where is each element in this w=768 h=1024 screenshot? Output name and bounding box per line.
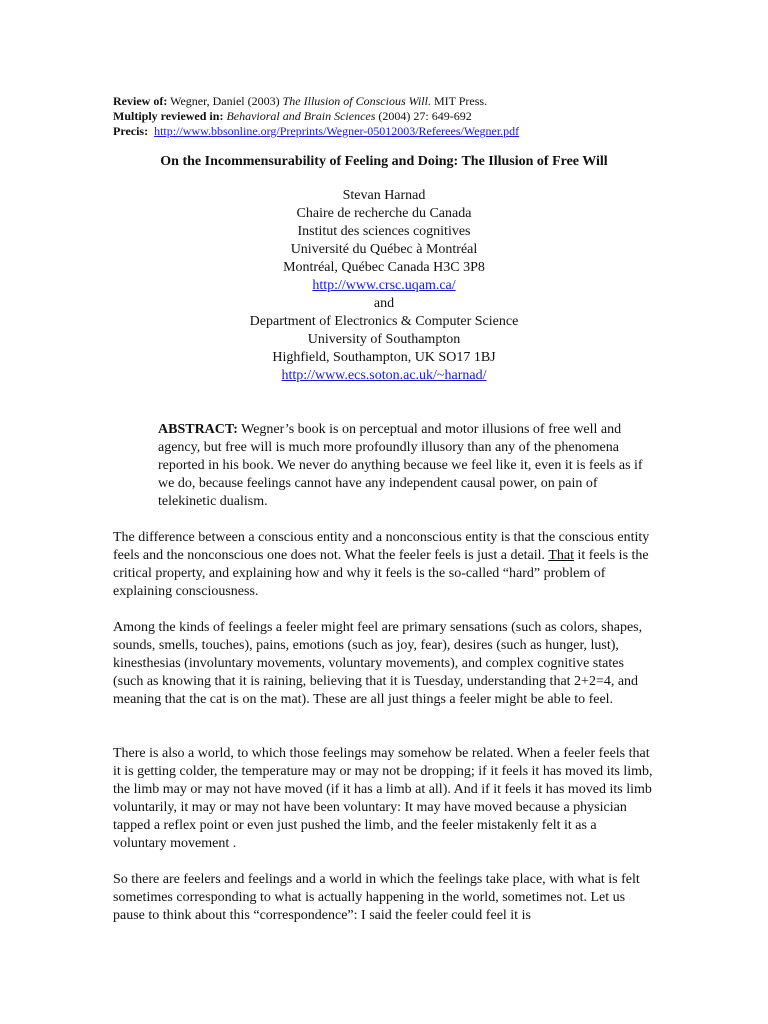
affiliation-line: University of Southampton: [307, 332, 461, 347]
paragraph: There is also a world, to which those feelings may somehow be related. When a feeler feels that it is getting colder, the temperature may or may not be dropping; if it feels it has moved its limb, the limb may or may not have moved (if it has a limb at all). And if it feels it has moved its limb voluntarily, it may or may not have been voluntary: It may have moved because a physician tapped a reflex point or even just pushed the limb, and the feeler mistakenly felt it as a voluntary movement .: [113, 746, 653, 851]
abstract-label: ABSTRACT:: [158, 422, 238, 437]
review-line: [113, 94, 673, 109]
and-separator: and: [373, 296, 395, 311]
journal-ref: (2004) 27: 649-692: [378, 109, 472, 123]
affiliation-line: Institut des sciences cognitives: [297, 224, 471, 239]
review-header: [113, 94, 673, 139]
author-block: [110, 187, 658, 385]
emphasis-word: That: [548, 548, 574, 563]
paper-title: On the Incommensurability of Feeling and Doing: The Illusion of Free Will: [160, 154, 608, 169]
precis-label: Precis:: [113, 124, 149, 138]
affiliation-link[interactable]: http://www.crsc.uqam.ca/: [312, 278, 456, 293]
publisher: MIT Press.: [433, 94, 488, 108]
homepage-link[interactable]: http://www.ecs.soton.ac.uk/~harnad/: [281, 368, 487, 383]
abstract-text: Wegner’s book is on perceptual and motor illusions of free well and agency, but free will is much more profoundly illusory than any of the phenomena reported in his book. We never do anything because we feel like it, even it is feels as if we do, because feelings cannot have any independent causal power, on pain of telekinetic dualism.: [158, 422, 643, 509]
paragraph: Among the kinds of feelings a feeler might feel are primary sensations (such as colors, shapes, sounds, smells, touches), pains, emotions (such as joy, fear), desires (such as hunger, lust), kinesthesias (involuntary movements, voluntary movements), and complex cognitive states (such as knowing that it is raining, believing that it is Tuesday, understanding that 2+2=4, and meaning that the cat is on the mat). These are all just things a feeler might be able to feel.: [113, 620, 643, 707]
paragraph-text: it feels is the critical property, and explaining how and why it feels is the so-called “hard” problem of explaining consciousness.: [113, 548, 649, 599]
paragraph: [113, 529, 653, 601]
affiliation-line: Université du Québec à Montréal: [290, 242, 478, 257]
precis-link[interactable]: http://www.bbsonline.org/Preprints/Wegner-05012003/Referees/Wegner.pdf: [154, 124, 520, 138]
multiply-reviewed-label: Multiply reviewed in:: [113, 109, 224, 123]
abstract: [158, 421, 644, 511]
paragraph-text: The difference between a conscious entity and a nonconscious entity is that the conscious entity feels and the nonconscious one does not. What the feeler feels is just a detail.: [113, 530, 650, 563]
precis-line: [113, 124, 673, 139]
affiliation-line: Highfield, Southampton, UK SO17 1BJ: [272, 350, 496, 365]
review-author: Wegner, Daniel (2003): [170, 94, 280, 108]
journal-name: Behavioral and Brain Sciences: [226, 109, 376, 123]
paragraph: So there are feelers and feelings and a world in which the feelings take place, with what is felt sometimes corresponding to what is actually happening in the world, sometimes not. Let us pause to think about this “correspondence”: I said the feeler could feel it is: [113, 872, 640, 923]
affiliation-line: Chaire de recherche du Canada: [296, 206, 472, 221]
affiliation-line: Department of Electronics & Computer Science: [249, 314, 519, 329]
author-name: Stevan Harnad: [342, 188, 426, 203]
affiliation-line: Montréal, Québec Canada H3C 3P8: [283, 260, 485, 275]
review-label: Review of:: [113, 94, 168, 108]
book-title: The Illusion of Conscious Will.: [282, 94, 431, 108]
multiply-reviewed-line: [113, 109, 673, 124]
